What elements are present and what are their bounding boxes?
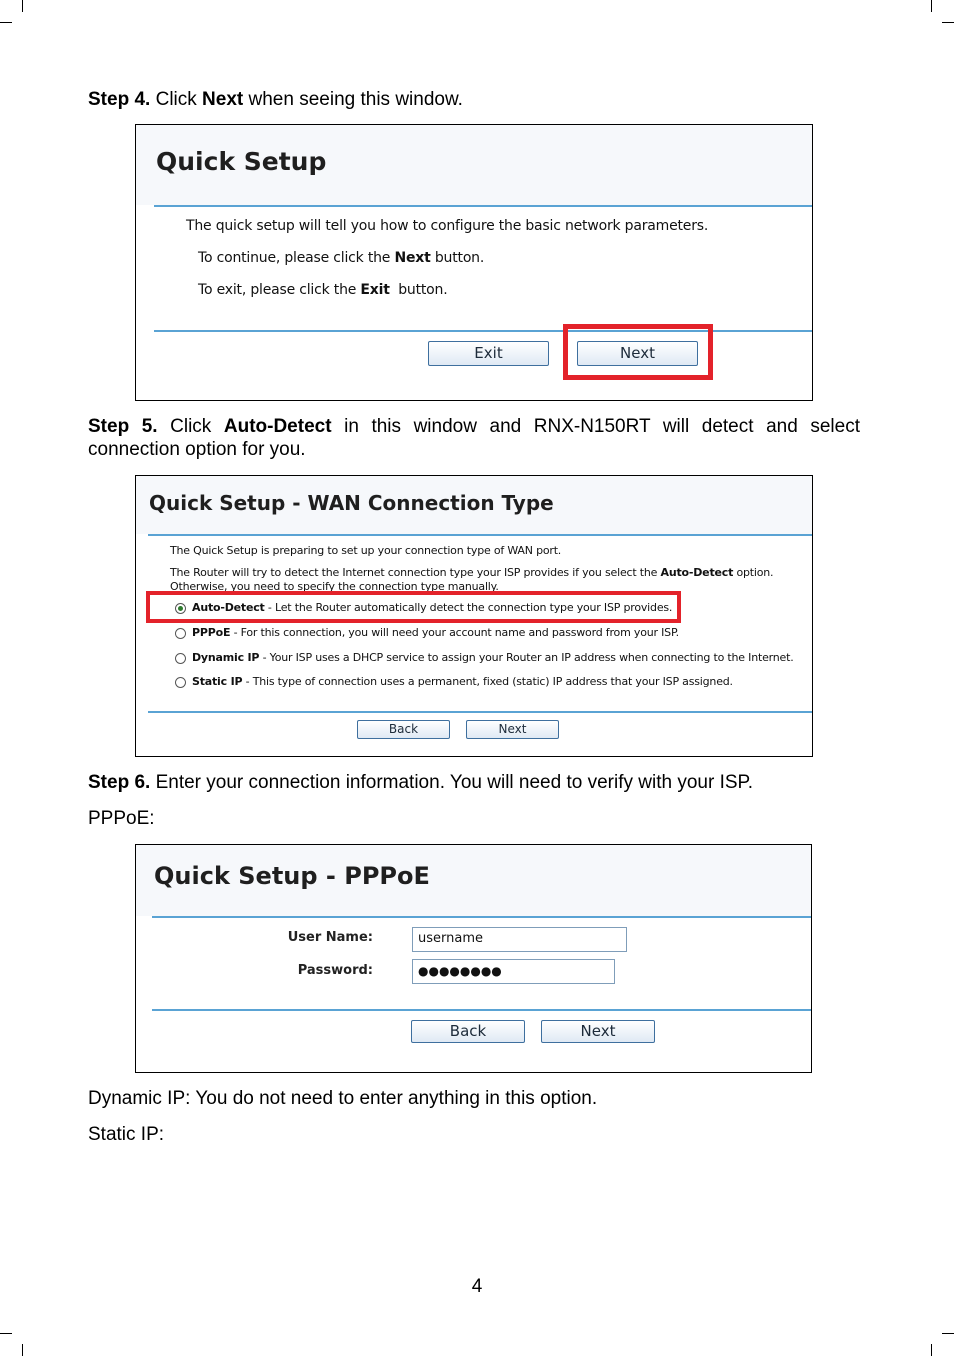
crop-mark xyxy=(22,1344,23,1356)
divider xyxy=(152,1009,811,1011)
wan-line3: Otherwise, you need to specify the connection type manually. xyxy=(170,580,499,593)
static-ip-label: Static IP: xyxy=(88,1124,165,1145)
next-button[interactable]: Next xyxy=(466,720,559,739)
quick-setup-screenshot xyxy=(135,124,813,401)
exit-button[interactable]: Exit xyxy=(428,341,549,366)
wan-line2: The Router will try to detect the Internet connection type your ISP provides if you select the Auto-Detect option. xyxy=(170,566,774,579)
next-button[interactable]: Next xyxy=(577,341,698,366)
back-button[interactable]: Back xyxy=(357,720,450,739)
step6-label: Step 6. xyxy=(88,772,151,793)
crop-mark xyxy=(942,22,954,23)
divider xyxy=(148,711,812,713)
static-ip-option: Static IP - This type of connection uses a permanent, fixed (static) IP address that your ISP assigned. xyxy=(192,675,733,688)
dynamic-ip-paragraph: Dynamic IP: You do not need to enter anything in this option. xyxy=(88,1088,598,1109)
step5-bold: Auto-Detect xyxy=(223,416,332,437)
step5-text2: in this window and RNX-N150RT will detect and select connection option for you. xyxy=(88,416,860,460)
step5-label: Step 5. xyxy=(88,416,158,437)
username-input[interactable]: username xyxy=(412,927,627,952)
pppoe-screenshot xyxy=(135,844,812,1073)
dynamic-ip-option: Dynamic IP - Your ISP uses a DHCP service to assign your Router an IP address when connecting to the Internet. xyxy=(192,651,794,664)
password-input[interactable]: ●●●●●●●● xyxy=(412,959,615,984)
password-label: Password: xyxy=(297,963,373,978)
pppoe-title: Quick Setup - PPPoE xyxy=(154,862,430,890)
quick-setup-title: Quick Setup xyxy=(156,147,327,176)
wan-line1: The Quick Setup is preparing to set up your connection type of WAN port. xyxy=(170,544,562,557)
crop-mark xyxy=(942,1333,954,1334)
wan-connection-screenshot xyxy=(135,475,813,757)
next-button[interactable]: Next xyxy=(541,1020,655,1043)
static-ip-radio[interactable] xyxy=(175,677,186,688)
pppoe-label: PPPoE: xyxy=(88,808,155,829)
highlight-box xyxy=(146,591,681,623)
pppoe-option: PPPoE - For this connection, you will need your account name and password from your ISP. xyxy=(192,626,679,639)
step4-text2: when seeing this window. xyxy=(248,89,463,110)
continue-line: To continue, please click the Next button. xyxy=(198,250,485,266)
crop-mark xyxy=(22,0,23,12)
divider xyxy=(148,534,812,536)
divider xyxy=(152,916,811,918)
wan-title: Quick Setup - WAN Connection Type xyxy=(149,491,554,515)
crop-mark xyxy=(0,1333,12,1334)
crop-mark xyxy=(0,22,12,23)
step4-paragraph xyxy=(88,88,463,111)
step4-label: Step 4. xyxy=(88,89,151,110)
step6-paragraph xyxy=(88,771,753,794)
divider xyxy=(154,330,812,332)
crop-mark xyxy=(931,0,932,12)
step5-paragraph xyxy=(88,415,860,461)
highlight-box xyxy=(563,324,713,380)
divider xyxy=(154,205,812,207)
pppoe-radio[interactable] xyxy=(175,628,186,639)
page-number: 4 xyxy=(471,1276,483,1297)
username-label: User Name: xyxy=(287,930,373,945)
dynamic-ip-radio[interactable] xyxy=(175,653,186,664)
intro-line: The quick setup will tell you how to configure the basic network parameters. xyxy=(186,218,709,234)
exit-line: To exit, please click the Exit button. xyxy=(198,282,448,298)
step6-text: Enter your connection information. You will need to verify with your ISP. xyxy=(155,772,754,793)
step4-bold: Next xyxy=(202,89,244,110)
step5-text1: Click xyxy=(170,416,212,437)
crop-mark xyxy=(931,1344,932,1356)
step4-text1: Click xyxy=(155,89,197,110)
auto-detect-option: Auto-Detect - Let the Router automatically detect the connection type your ISP provides. xyxy=(192,601,673,614)
back-button[interactable]: Back xyxy=(411,1020,525,1043)
